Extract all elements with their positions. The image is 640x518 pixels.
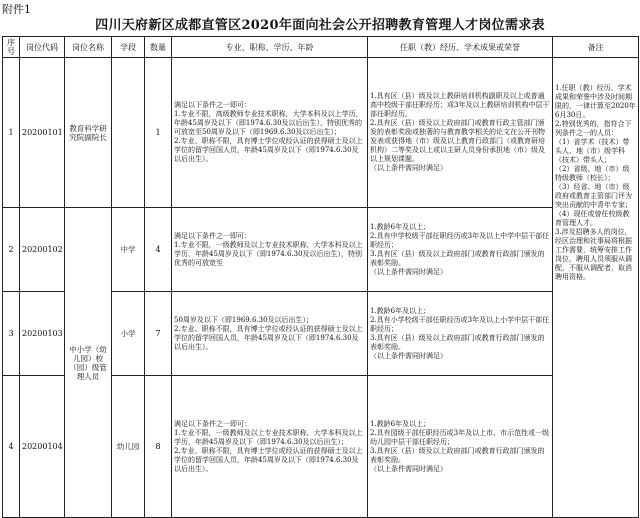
- page-title: 四川天府新区成都直管区2020年面向社会公开招聘教育管理人才岗位需求表: [95, 18, 545, 33]
- row-position-name: 教育科学研究院副院长: [65, 58, 112, 208]
- remarks-cell: [553, 58, 639, 518]
- requirement-line: 满足以下条件之一即可：: [174, 231, 251, 240]
- row-stage: [112, 58, 145, 208]
- row-stage: 中学: [112, 208, 145, 292]
- requirement-line: 1.专业不限，一级教师及以上专业技术职称，大学本科及以上学历，年龄45周岁及以下（即1974.6.30及以后出生），特别优秀的可放宽至: [174, 240, 363, 267]
- row-requirements: [172, 58, 368, 208]
- row-code: 20200101: [20, 58, 65, 208]
- requirement-line: 2.专业、职称不限，具有博士学位或经认证的获得硕士及以上学位的留学回国人员，年龄45周岁及以下（即1974.6.30及以后出生）。: [174, 446, 363, 473]
- requirement-line: 1.专业不限，一级教师及以上专业技术职称，大学本科及以上学历，年龄45周岁及以下（即1974.6.30及以后出生）；: [174, 428, 363, 446]
- experience-line: （以上条件需同时满足）: [370, 164, 447, 172]
- row-count: 4: [145, 208, 172, 292]
- row-experience: [368, 58, 553, 208]
- row-count: 8: [145, 376, 172, 518]
- header-remarks: 备注: [553, 37, 639, 58]
- requirement-line: 满足以下条件之一即可：: [174, 419, 251, 428]
- row-stage: 小学: [112, 292, 145, 376]
- row-code: 20200104: [20, 376, 65, 518]
- experience-line: 3.具有区（县）级及以上政府部门或教育行政部门颁发的表彰奖励。: [370, 249, 545, 267]
- header-requirements: 专业、职称、学历、年龄: [172, 37, 368, 58]
- job-requirements-table: [2, 36, 639, 518]
- row-code: 20200103: [20, 292, 65, 376]
- experience-line: 1.教龄6年及以上；: [370, 306, 431, 315]
- row-position-name: 中小学（幼儿园）校（园）级管理人员: [65, 208, 112, 518]
- remark-line: （1）省学术（技术）带头人、地（市）级学科（技术）带头人；: [555, 138, 630, 164]
- row-count: 1: [145, 58, 172, 208]
- row-requirements: [172, 292, 368, 376]
- experience-line: 3.具有区（县）级及以上政府部门或教育行政部门颁发的表彰奖励。: [370, 446, 545, 464]
- header-name: 岗位名称: [65, 37, 112, 58]
- remark-line: 1.任职（教）经历、学术成果和荣誉中涉及时间期限的，一律计算至2020年6月30日。: [555, 84, 636, 119]
- requirement-line: 2.专业、职称不限，具有博士学位或经认证的获得硕士及以上学位的留学回国人员，年龄45周岁及以下（即1974.6.30及以后出生）。: [174, 137, 363, 163]
- remark-line: 3.涉及招聘多人的岗位，经区治理和社事局将根据工作需要，统筹安排工作岗位，聘用人员须服从调配，不服从调配者，取消聘用资格。: [555, 228, 632, 281]
- requirement-line: 50周岁及以下（即1969.6.30及以后出生）；: [174, 315, 314, 324]
- header-seq: 序号: [3, 37, 20, 58]
- row-seq: 1: [3, 58, 20, 208]
- row-code: 20200102: [20, 208, 65, 292]
- header-code: 岗位代码: [20, 37, 65, 58]
- header-stage: 学段: [112, 37, 145, 58]
- row-seq: 4: [3, 376, 20, 518]
- experience-line: 1.教龄6年及以上；: [370, 222, 431, 231]
- row-count: 7: [145, 292, 172, 376]
- table-row: [3, 208, 639, 292]
- experience-line: 2.具有区（县）级及以上政府部门或教育行政主管部门颁发的表彰奖励或独著的与教育教学相关的论文在公开刊物发表或获得地（市）级及以上教育行政部门（或教育研培机构）二等奖及以上或以主研人员身份承担地（市）级及以上规划课题。: [370, 119, 545, 163]
- experience-line: （以上条件需同时满足）: [370, 267, 447, 276]
- row-requirements: [172, 208, 368, 292]
- row-stage: 幼儿园: [112, 376, 145, 518]
- experience-line: （以上条件需同时满足）: [370, 464, 447, 473]
- remark-line: （2）省级、地（市）级特级教师（校长）；: [555, 165, 630, 182]
- header-experience: 任职（教）经历、学术成果或荣誉: [368, 37, 553, 58]
- row-experience: [368, 376, 553, 518]
- row-experience: [368, 208, 553, 292]
- row-seq: 2: [3, 208, 20, 292]
- remark-line: 2.特别优秀的，指符合下列条件之一的人员：: [555, 120, 632, 137]
- requirement-line: 满足以下条件之一即可：: [174, 101, 251, 109]
- experience-line: 1.具有区（县）级及以上教研培训机构副职及以上或普通高中校级干部任职经历；或3年及以上教研培训机构中层干部任职经历。: [370, 92, 550, 118]
- attachment-label: 附件1: [2, 3, 31, 16]
- table-header-row: [3, 37, 639, 58]
- experience-line: 2.具有园级干部任职经历或3年及以上市、市示范性或一级幼儿园中层干部任职经历；: [370, 428, 550, 446]
- experience-line: 1.教龄6年及以上；: [370, 419, 431, 428]
- row-seq: 3: [3, 292, 20, 376]
- header-count: 数量: [145, 37, 172, 58]
- remark-line: （3）经省、地（市）级政府或教育主管部门评为突出贡献的中青年专家；: [555, 183, 632, 209]
- requirement-line: 2.专业、职称不限，具有博士学位或经认证的获得硕士及以上学位的留学回国人员，年龄45周岁及以下（即1974.6.30及以后出生）。: [174, 324, 363, 351]
- experience-line: 3.具有区（县）级及以上政府部门或教育行政部门颁发的表彰奖励。: [370, 333, 545, 351]
- requirement-line: 1.专业不限，高级教师专业技术职称，大学本科及以上学历，年龄45周岁及以下（即1974.6.30及以后出生），特别优秀的可放宽至50周岁及以下（即1969.6.30及以后出生）；: [174, 110, 363, 136]
- table-row: [3, 58, 639, 208]
- experience-line: 2.具有小学校级干部任职经历或3年及以上小学中层干部任职经历；: [370, 315, 550, 333]
- remark-line: （4）现任或曾任校级教育管理人才。: [555, 210, 630, 227]
- row-requirements: [172, 376, 368, 518]
- experience-line: （以上条件需同时满足）: [370, 351, 447, 360]
- experience-line: 2.具有中学校级干部任职经历或3年及以上中学中层干部任职经历；: [370, 231, 550, 249]
- row-experience: [368, 292, 553, 376]
